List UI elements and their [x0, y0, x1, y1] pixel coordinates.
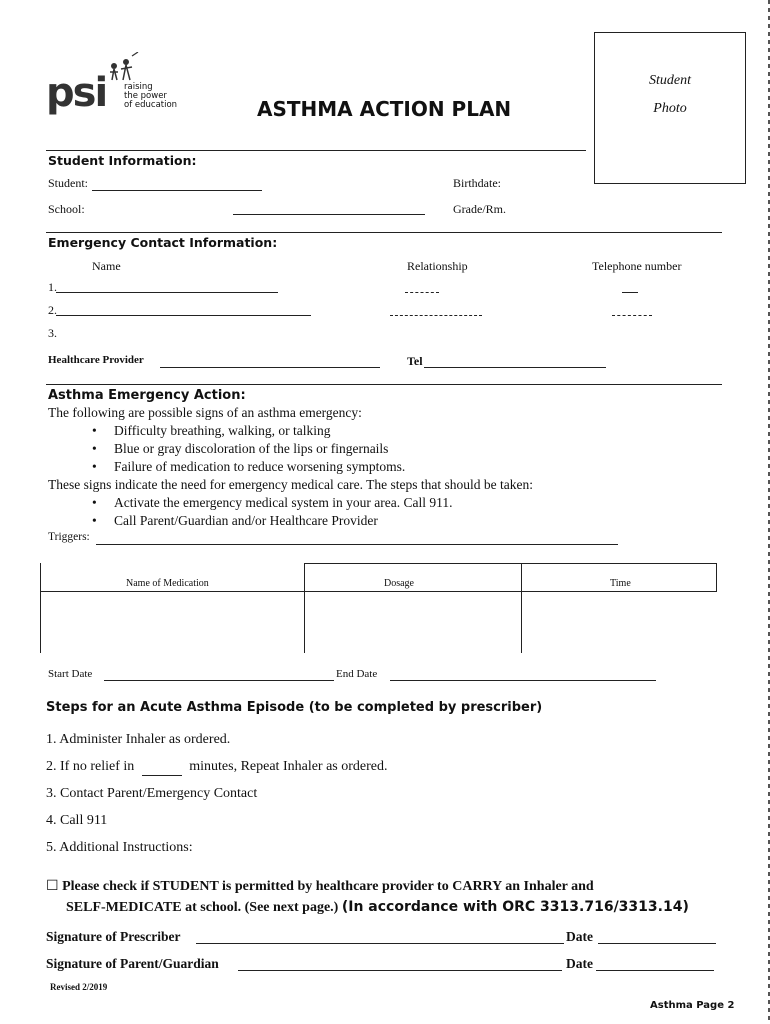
logo-tagline-3: of education: [124, 100, 178, 110]
photo-label-2: Photo: [653, 101, 687, 116]
sign-2: • Blue or gray discoloration of the lips or fingernails: [114, 441, 388, 457]
col-time: Time: [610, 578, 631, 589]
permission-orc: (In accordance with ORC 3313.716/3313.14): [341, 899, 689, 915]
end-date-field[interactable]: [390, 680, 656, 681]
page-title: ASTHMA ACTION PLAN: [257, 97, 512, 121]
student-photo-box[interactable]: [594, 32, 746, 184]
logo: [46, 52, 196, 116]
divider-action: [46, 384, 722, 385]
permission-line-2: [66, 899, 689, 916]
contact-2-phone[interactable]: [612, 315, 652, 316]
col-medication: Name of Medication: [126, 578, 209, 589]
minutes-field[interactable]: [142, 759, 182, 776]
contact-row-1: 1.: [48, 280, 57, 294]
student-field[interactable]: [92, 190, 262, 191]
acute-step-1: 1. Administer Inhaler as ordered.: [46, 732, 231, 747]
birthdate-label: Birthdate:: [453, 176, 501, 190]
contact-1-name[interactable]: [56, 292, 278, 293]
logo-figures-icon: [104, 52, 144, 82]
acute-step-2: [46, 759, 388, 776]
step-call-parent: • Call Parent/Guardian and/or Healthcare Provider: [114, 513, 378, 529]
parent-date-field[interactable]: [596, 970, 714, 971]
sign-3: • Failure of medication to reduce worsening symptoms.: [114, 459, 405, 475]
prescriber-date-field[interactable]: [598, 943, 716, 944]
start-date-label: Start Date: [48, 668, 93, 680]
revised-note: Revised 2/2019: [50, 982, 108, 992]
parent-date-label: Date: [566, 956, 593, 971]
school-field[interactable]: [233, 214, 425, 215]
contact-row-3: 3.: [48, 326, 57, 340]
parent-signature-field[interactable]: [238, 970, 562, 971]
prescriber-signature-label: Signature of Prescriber: [46, 929, 181, 944]
school-label: School:: [48, 202, 85, 216]
action-heading: Asthma Emergency Action:: [48, 388, 246, 403]
permission-line-1: [46, 878, 594, 895]
steps-intro: These signs indicate the need for emergency medical care. The steps that should be taken:: [48, 477, 533, 492]
medication-dosage-cell[interactable]: [306, 593, 520, 653]
acute-heading: Steps for an Acute Asthma Episode (to be completed by prescriber): [46, 700, 543, 715]
sign-1: • Difficulty breathing, walking, or talking: [114, 423, 330, 439]
contact-1-phone[interactable]: [622, 292, 638, 293]
student-info-heading: Student Information:: [48, 153, 197, 168]
logo-tagline-1: raising: [124, 82, 153, 92]
student-label: Student:: [48, 176, 89, 190]
col-relationship: Relationship: [407, 259, 468, 273]
triggers-label: Triggers:: [48, 531, 90, 543]
provider-label: Healthcare Provider: [48, 354, 144, 366]
provider-field[interactable]: [160, 367, 380, 368]
grade-label: Grade/Rm.: [453, 202, 506, 216]
medication-name-cell[interactable]: [42, 593, 304, 653]
emergency-heading: Emergency Contact Information:: [48, 235, 278, 250]
permission-text-1: Please check if STUDENT is permitted by healthcare provider to CARRY an Inhaler and: [62, 879, 594, 894]
contact-1-relationship[interactable]: [405, 292, 439, 293]
divider-emergency: [46, 232, 722, 233]
start-date-field[interactable]: [104, 680, 334, 681]
contact-row-2: 2.: [48, 303, 57, 317]
tel-field[interactable]: [424, 367, 606, 368]
parent-signature-label: Signature of Parent/Guardian: [46, 956, 219, 971]
contact-2-name[interactable]: [56, 315, 311, 316]
action-intro: The following are possible signs of an asthma emergency:: [48, 405, 362, 420]
photo-label-1: Student: [649, 73, 691, 88]
acute-step-3: 3. Contact Parent/Emergency Contact: [46, 786, 258, 801]
step-call-911: • Activate the emergency medical system in your area. Call 911.: [114, 495, 453, 511]
col-phone: Telephone number: [592, 259, 682, 273]
triggers-field[interactable]: [96, 544, 618, 545]
carry-checkbox[interactable]: ☐: [46, 878, 59, 894]
logo-tagline-2: the power: [124, 91, 167, 101]
divider-top: [46, 150, 586, 151]
end-date-label: End Date: [336, 668, 378, 680]
contact-2-relationship[interactable]: [390, 315, 482, 316]
acute-step-2-a: 2. If no relief in: [46, 759, 135, 774]
col-name: Name: [92, 259, 121, 273]
prescriber-date-label: Date: [566, 929, 593, 944]
tel-label: Tel: [407, 354, 423, 368]
permission-text-2: SELF-MEDICATE at school. (See next page.): [66, 900, 339, 915]
page-number: Asthma Page 2: [650, 1000, 735, 1011]
acute-step-2-b: minutes, Repeat Inhaler as ordered.: [189, 759, 388, 774]
acute-step-4: 4. Call 911: [46, 813, 108, 828]
prescriber-signature-field[interactable]: [196, 943, 564, 944]
col-dosage: Dosage: [384, 578, 414, 589]
logo-brand: psi: [46, 70, 107, 116]
medication-time-cell[interactable]: [523, 593, 717, 653]
acute-step-5: 5. Additional Instructions:: [46, 840, 193, 855]
